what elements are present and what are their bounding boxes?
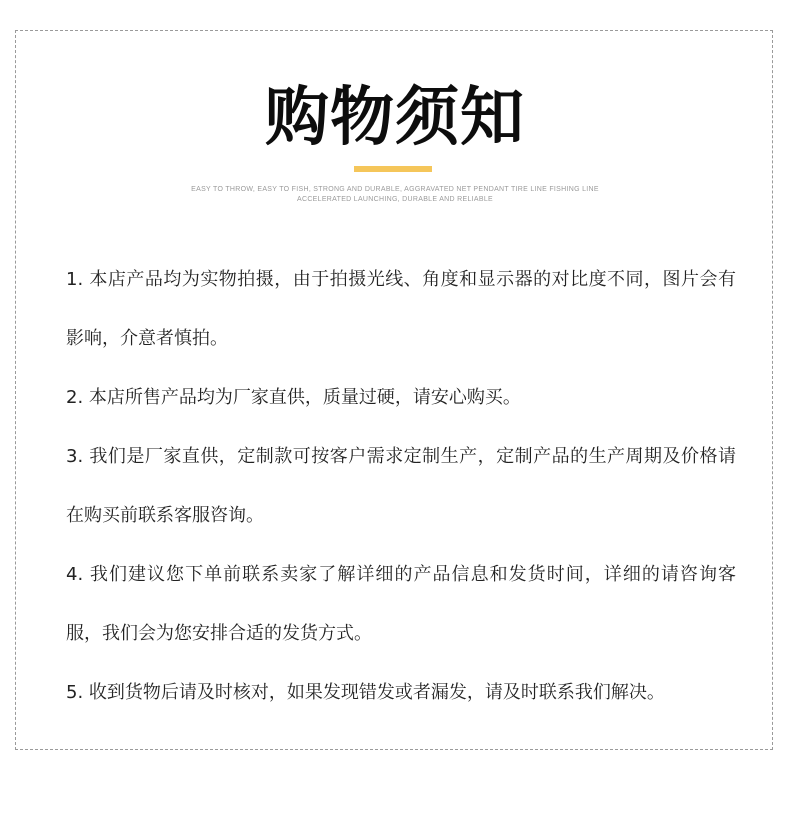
subtitle-line-2: ACCELERATED LAUNCHING, DURABLE AND RELIABLE [297, 196, 493, 203]
notice-item-1: 1. 本店产品均为实物拍摄，由于拍摄光线、角度和显示器的对比度不同，图片会有影响，介意者慎拍。 [66, 269, 736, 349]
subtitle-line-1: EASY TO THROW, EASY TO FISH, STRONG AND DURABLE, AGGRAVATED NET PENDANT TIRE LINE FISHING LINE [191, 186, 599, 193]
title-underline-accent [354, 166, 432, 172]
notice-list [66, 250, 736, 722]
subtitle [0, 185, 790, 205]
notice-item-4: 4. 我们建议您下单前联系卖家了解详细的产品信息和发货时间，详细的请咨询客服，我们会为您安排合适的发货方式。 [66, 564, 736, 644]
notice-item-3: 3. 我们是厂家直供，定制款可按客户需求定制生产，定制产品的生产周期及价格请在购买前联系客服咨询。 [66, 446, 736, 526]
page-title: 购物须知 [265, 81, 525, 155]
notice-item-2: 2. 本店所售产品均为厂家直供，质量过硬，请安心购买。 [66, 387, 521, 408]
notice-item-5: 5. 收到货物后请及时核对，如果发现错发或者漏发，请及时联系我们解决。 [66, 682, 665, 703]
